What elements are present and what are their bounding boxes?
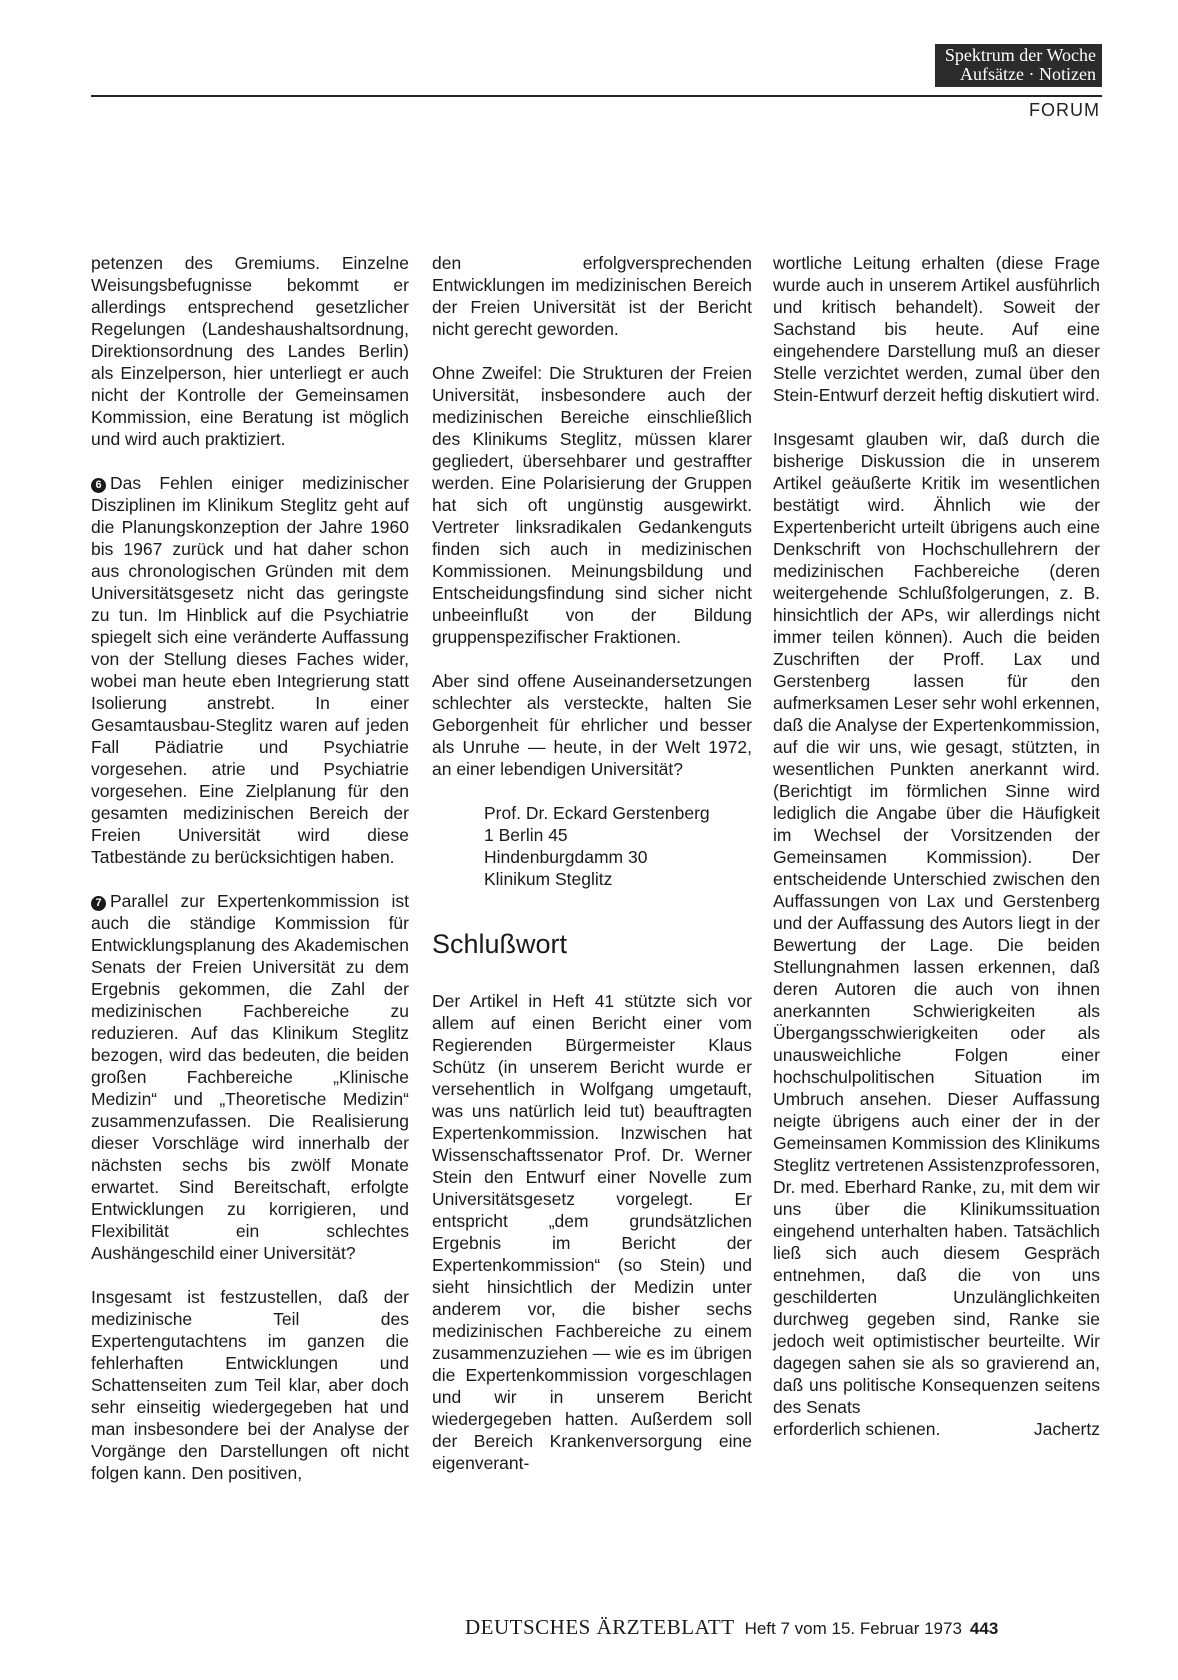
section-tag-line-2: Aufsätze · Notizen [960, 64, 1096, 84]
author-address [484, 802, 752, 890]
paragraph [773, 428, 1100, 1440]
paragraph-numbered [91, 472, 409, 868]
paragraph-text: Parallel zur Expertenkommission ist auch die ständige Kommission für Entwicklungsplanung des Akademischen Senats der Freien Universität zu dem Ergebnis gekommen, die Zahl der medizinischen Fachbereiche zu reduzieren. Auf das Klinikum Steglitz bezogen, wird das bedeuten, die beiden großen Fachbereiche „Klinische Medizin“ und „Theoretische Medizin“ zusammenzufassen. Die Realisierung dieser Vorschläge wird innerhalb der nächsten sechs bis zwölf Monate erwartet. Sind Bereitschaft, erfolgte Entwicklungen zu korrigieren, und Flexibilität ein schlechtes Aushängeschild einer Universität? [91, 891, 409, 1263]
paragraph: Ohne Zweifel: Die Strukturen der Freien Universität, insbesondere auch der medizinischen Bereiche einschließlich des Klinikums Steglitz, müssen klarer gegliedert, übersehbarer und gestraffter werden. Eine Polarisierung der Gruppen hat sich oft ungünstig ausgewirkt. Vertreter linksradikalen Gedankenguts finden sich auch in medizinischen Kommissionen. Meinungsbildung und Entscheidungsfindung sind sicher nicht unbeeinflußt von der Bildung gruppenspezifischer Fraktionen. [432, 363, 752, 647]
author-name: Prof. Dr. Eckard Gerstenberg [484, 803, 710, 823]
address-line: Hindenburgdamm 30 [484, 847, 648, 867]
paragraph-text: Insgesamt glauben wir, daß durch die bisherige Diskussion die in unserem Artikel geäußerte Kritik im wesentlichen bestätigt wird. Ähnlich wie der Expertenbericht urteilt übrigens auch eine Denkschrift von Hochschullehrern der medizinischen Fachbereiche (deren weitergehende Schlußfolgerungen, z. B. hinsichtlich der APs, wir allerdings nicht immer teilen können). Auch die beiden Zuschriften der Proff. Lax und Gerstenberg lassen für den aufmerksamen Leser sehr wohl erkennen, daß die Analyse der Expertenkommission, auf die wir uns, wie gesagt, stützten, in wesentlichen Punkten anerkannt wird. (Berichtigt im förmlichen Sinne wird lediglich die Angabe über die Häufigkeit im Wechsel der Vorsitzenden der Gemeinsamen Kommission). Der entscheidende Unterschied zwischen den Auffassungen von Lax und Gerstenberg und der Auffassung des Autors liegt in der Bewertung der Lage. Die beiden Stellungnahmen lassen erkennen, daß deren Autoren die auch von ihnen anerkannten Schwierigkeiten als Übergangsschwierigkeiten oder als unausweichliche Folgen einer hochschulpolitischen Situation im Umbruch ansehen. Dieser Auffassung neigte übrigens auch einer der in der Gemeinsamen Kommission des Klinikums Steglitz vertretenen Assistenzprofessoren, Dr. med. Eberhard Ranke, zu, mit dem wir uns über die Klinikumssituation eingehend unterhalten haben. Tatsächlich ließ sich auch diesem Gespräch entnehmen, daß die von uns geschilderten Unzulänglichkeiten durchweg gegeben sind, Ranke sie jedoch weit optimistischer beurteilte. Wir dagegen sahen sie als so gravierend an, daß uns politische Konsequenzen seitens des Senats [773, 429, 1100, 1417]
section-label: FORUM [1029, 100, 1100, 120]
paragraph: wortliche Leitung erhalten (diese Frage wurde auch in unserem Artikel ausführlich und kritisch behandelt). Soweit der Sachstand bis heute. Auf eine eingehendere Darstellung muß an dieser Stelle verzichtet werden, zumal über den Stein-Entwurf derzeit heftig diskutiert wird. [773, 253, 1100, 405]
address-line: 1 Berlin 45 [484, 825, 568, 845]
paragraph-numbered [91, 890, 409, 1264]
paragraph-text-end: erforderlich schienen. [773, 1419, 941, 1439]
column-1 [91, 252, 409, 1484]
section-heading: Schlußwort [432, 929, 568, 959]
number-marker-icon: 7 [91, 896, 106, 911]
paragraph: den erfolgversprechenden Entwicklungen im medizinischen Bereich der Freien Universität ist der Bericht nicht gerecht geworden. [432, 253, 752, 339]
paragraph: Insgesamt ist festzustellen, daß der medizinische Teil des Expertengutachtens im ganzen die fehlerhaften Entwicklungen und Schattenseiten zum Teil klar, aber doch sehr einseitig wiedergegeben hat und man insbesondere bei der Analyse der Vorgänge den Darstellungen oft nicht folgen kann. Den positiven, [91, 1287, 409, 1483]
column-3 [773, 252, 1100, 1440]
signature-line [773, 1418, 1100, 1440]
page-footer [465, 1615, 998, 1640]
paragraph-text: Das Fehlen einiger medizinischer Disziplinen im Klinikum Steglitz geht auf die Planungskonzeption der Jahre 1960 bis 1967 zurück und hat daher schon aus chronologischen Gründen mit dem Universitätsgesetz nicht das geringste zu tun. Im Hinblick auf die Psychiatrie spiegelt sich eine veränderte Auffassung von der Stellung dieses Faches wider, wobei man heute eben Integrierung statt Isolierung anstrebt. In einer Gesamtausbau-Steglitz waren auf jeden Fall Pädiatrie und Psychiatrie vorgesehen. atrie und Psychiatrie vorgesehen. Eine Zielplanung für den gesamten medizinischen Bereich der Freien Universität wird diese Tatbestände zu berücksichtigen haben. [91, 473, 409, 867]
paragraph: Der Artikel in Heft 41 stützte sich vor allem auf einen Bericht einer vom Regierenden Bürgermeister Klaus Schütz (in unserem Bericht wurde er versehentlich in Wolfgang umgetauft, was uns natürlich leid tut) beauftragten Expertenkommission. Inzwischen hat Wissenschaftssenator Prof. Dr. Werner Stein den Entwurf einer Novelle zum Universitätsgesetz vorgelegt. Er entspricht „dem grundsätzlichen Ergebnis im Bericht der Expertenkommission“ (so Stein) und sieht hinsichtlich der Medizin unter anderem vor, die bisher sechs medizinischen Fachbereiche zu einem zusammenzuziehen — wie es im übrigen die Expertenkommission vorgeschlagen und wir in unserem Bericht wiedergegeben hatten. Außerdem soll der Bereich Krankenversorgung eine eigenverant- [432, 991, 752, 1473]
address-line: Klinikum Steglitz [484, 869, 613, 889]
paragraph: Aber sind offene Auseinandersetzungen schlechter als versteckte, halten Sie Geborgenheit für ehrlicher und besser als Unruhe — heute, in der Welt 1972, an einer lebendigen Universität? [432, 671, 752, 779]
issue-info: Heft 7 vom 15. Februar 1973 [744, 1619, 962, 1638]
column-2 [432, 252, 752, 1474]
section-tag [935, 44, 1102, 87]
number-marker-icon: 6 [91, 478, 106, 493]
section-tag-line-1: Spektrum der Woche [944, 45, 1096, 65]
publication-name: DEUTSCHES ÄRZTEBLATT [465, 1615, 735, 1639]
page-number: 443 [969, 1619, 999, 1638]
header-rule [91, 95, 1102, 97]
paragraph: petenzen des Gremiums. Einzelne Weisungsbefugnisse bekommt er allerdings entsprechend gesetzlicher Regelungen (Landeshaushaltsordnung, Direktionsordnung des Landes Berlin) als Einzelperson, hier unterliegt er auch nicht der Kontrolle der Gemeinsamen Kommission, eine Beratung ist möglich und wird auch praktiziert. [91, 253, 409, 449]
author-signature: Jachertz [1033, 1419, 1100, 1439]
